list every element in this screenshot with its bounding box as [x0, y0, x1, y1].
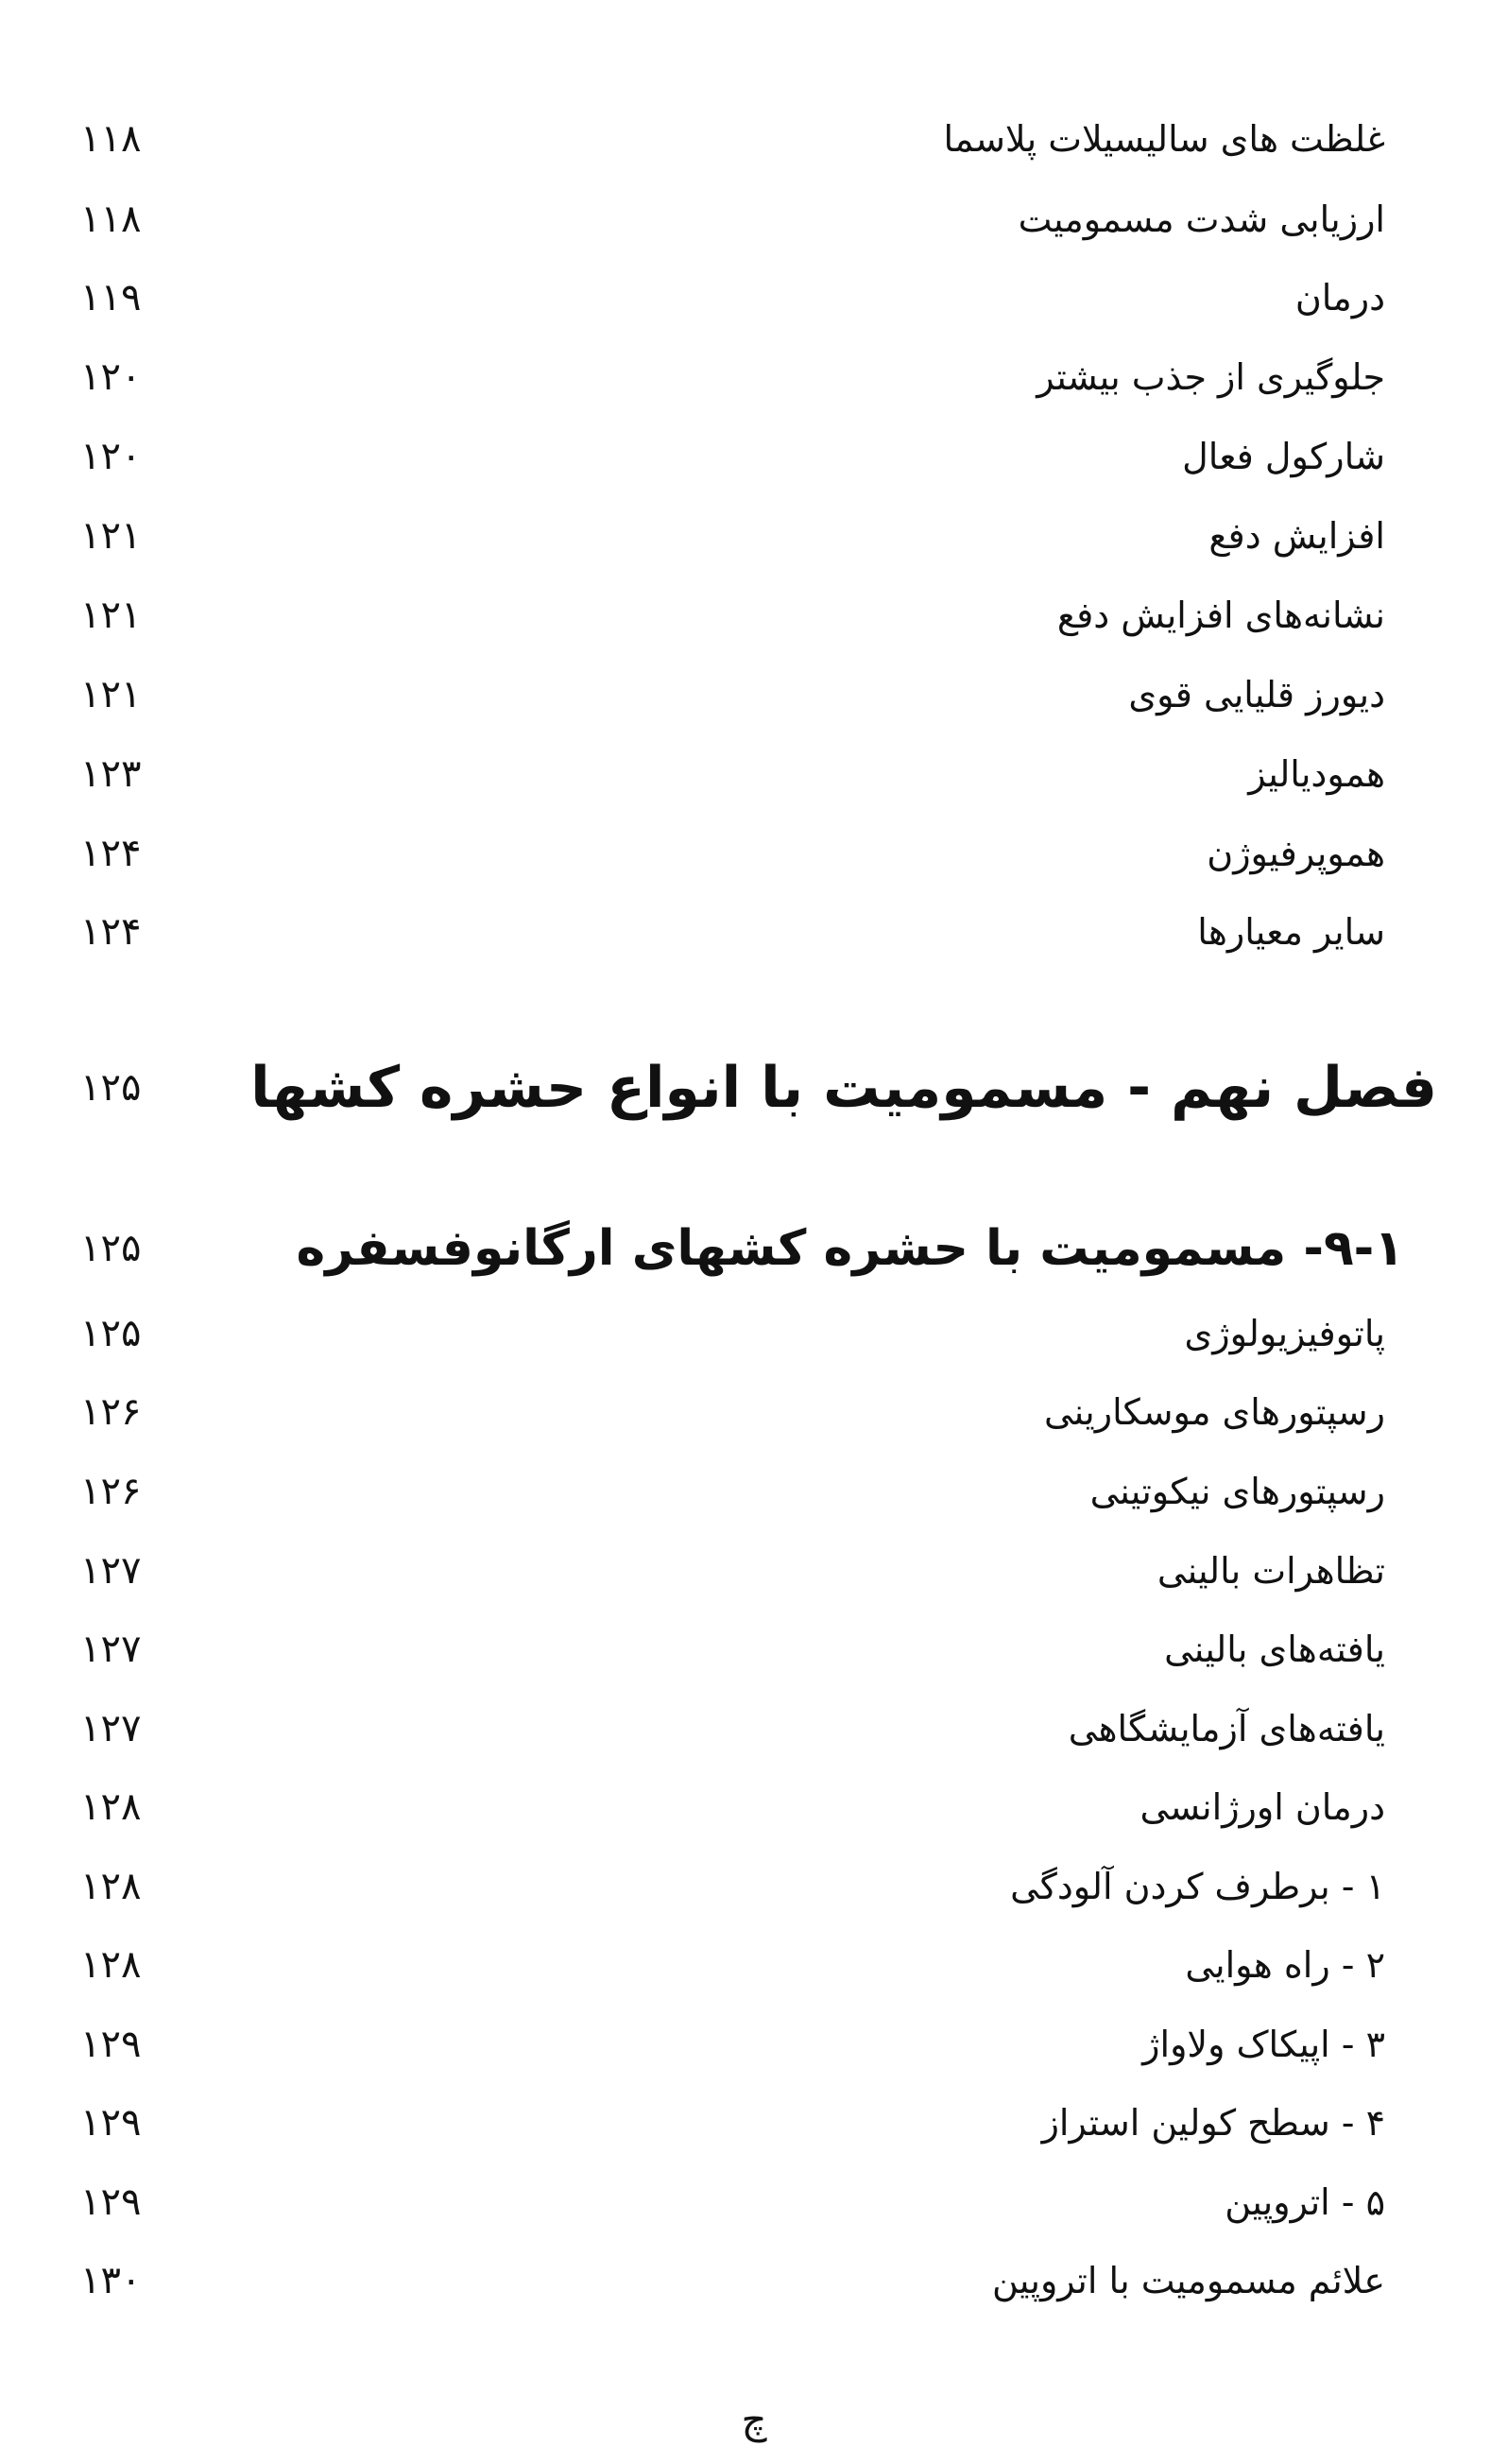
- toc-entry-page: ۱۲۷: [80, 1628, 142, 1671]
- page-number: چ: [741, 2396, 767, 2442]
- toc-entry-title: تظاهرات بالینی: [1157, 1550, 1385, 1592]
- toc-entry: [0, 2090, 1508, 2156]
- toc-entry-page: ۱۱۹: [80, 276, 142, 319]
- chapter-page: ۱۲۵: [80, 1066, 142, 1110]
- toc-entry: [0, 2011, 1508, 2077]
- toc-entry-page: ۱۲۱: [80, 673, 142, 716]
- toc-entry-title: پاتوفیزیولوژی: [1184, 1313, 1385, 1354]
- toc-entry: [0, 1379, 1508, 1445]
- toc-entry-page: ۱۲۹: [80, 2101, 142, 2145]
- toc-entry-page: ۱۲۰: [80, 435, 142, 478]
- toc-entry-title: افزایش دفع: [1208, 515, 1385, 557]
- toc-entry-title: غلظت های سالیسیلات پلاسما: [943, 118, 1385, 160]
- toc-entry-page: ۱۲۶: [80, 1470, 142, 1513]
- toc-entry-page: ۱۲۱: [80, 514, 142, 558]
- toc-entry-title: ۴ - سطح کولین استراز: [1041, 2102, 1385, 2144]
- toc-entry-title: دیورز قلیایی قوی: [1128, 674, 1385, 715]
- toc-entry: [0, 1538, 1508, 1604]
- toc-entry-title: ۱ - برطرف کردن آلودگی: [1010, 1866, 1385, 1907]
- chapter-title: فصل نهم - مسمومیت با انواع حشره کشها: [250, 1055, 1437, 1121]
- toc-entry: [0, 1696, 1508, 1762]
- toc-entry-title: درمان: [1294, 277, 1385, 319]
- toc-chapter-heading: [0, 1041, 1508, 1135]
- toc-entry: [0, 899, 1508, 965]
- toc-entry-title: علائم مسمومیت با اتروپین: [991, 2260, 1385, 2301]
- toc-entry: [0, 582, 1508, 648]
- toc-entry: [0, 1932, 1508, 1998]
- toc-entry-title: یافته‌های بالینی: [1164, 1628, 1385, 1670]
- toc-entry-title: رسپتورهای نیکوتینی: [1089, 1471, 1385, 1512]
- toc-entry: [0, 662, 1508, 728]
- toc-entry-page: ۱۲۷: [80, 1549, 142, 1593]
- toc-entry-title: شارکول فعال: [1182, 436, 1385, 477]
- toc-entry-page: ۱۲۴: [80, 832, 142, 875]
- toc-entry: [0, 503, 1508, 569]
- toc-entry: [0, 2248, 1508, 2314]
- toc-entry-title: همودیالیز: [1248, 753, 1385, 795]
- toc-entry-title: ۳ - اپیکاک ولاواژ: [1142, 2024, 1385, 2065]
- toc-entry-page: ۱۱۸: [80, 198, 142, 241]
- toc-entry: [0, 265, 1508, 331]
- toc-entry-page: ۱۲۸: [80, 1785, 142, 1829]
- toc-entry: [0, 344, 1508, 410]
- toc-entry-title: درمان اورژانسی: [1140, 1786, 1385, 1828]
- toc-entry: [0, 1458, 1508, 1525]
- toc-entry-title: یافته‌های آزمایشگاهی: [1068, 1708, 1385, 1749]
- toc-entry: [0, 1853, 1508, 1920]
- toc-entry-page: ۱۲۰: [80, 355, 142, 399]
- toc-entry-page: ۱۲۵: [80, 1312, 142, 1355]
- toc-entry: [0, 2169, 1508, 2235]
- toc-entry-page: ۱۲۹: [80, 2023, 142, 2066]
- toc-entry-page: ۱۳۰: [80, 2259, 142, 2302]
- toc-entry-page: ۱۲۷: [80, 1707, 142, 1750]
- toc-entry-page: ۱۲۸: [80, 1943, 142, 1987]
- toc-entry-page: ۱۲۴: [80, 910, 142, 954]
- toc-entry-title: هموپرفیوژن: [1207, 833, 1385, 874]
- toc-entry-page: ۱۲۱: [80, 594, 142, 637]
- toc-entry: [0, 1616, 1508, 1682]
- toc-entry: [0, 423, 1508, 490]
- toc-entry: [0, 741, 1508, 807]
- toc-entry-page: ۱۲۶: [80, 1390, 142, 1434]
- toc-section-heading: [0, 1206, 1508, 1291]
- toc-entry-title: سایر معیارها: [1197, 911, 1385, 953]
- toc-entry-page: ۱۲۹: [80, 2180, 142, 2224]
- toc-entry-page: ۱۱۸: [80, 117, 142, 161]
- toc-entry: [0, 186, 1508, 252]
- toc-entry-title: ۵ - اتروپین: [1225, 2181, 1385, 2223]
- toc-entry: [0, 1774, 1508, 1840]
- toc-entry-title: ۲ - راه هوایی: [1185, 1944, 1385, 1986]
- toc-entry: [0, 820, 1508, 887]
- section-page: ۱۲۵: [80, 1227, 142, 1270]
- toc-entry-title: رسپتورهای موسکارینی: [1044, 1391, 1385, 1433]
- toc-entry-title: جلوگیری از جذب بیشتر: [1037, 356, 1385, 398]
- toc-entry-title: نشانه‌های افزایش دفع: [1056, 594, 1385, 636]
- toc-entry-page: ۱۲۳: [80, 752, 142, 796]
- toc-entry: [0, 1301, 1508, 1367]
- toc-entry-page: ۱۲۸: [80, 1865, 142, 1908]
- toc-entry: [0, 106, 1508, 172]
- toc-entry-title: ارزیابی شدت مسمومیت: [1018, 198, 1385, 240]
- section-title: ۹-۱- مسمومیت با حشره کشهای ارگانوفسفره: [296, 1220, 1404, 1277]
